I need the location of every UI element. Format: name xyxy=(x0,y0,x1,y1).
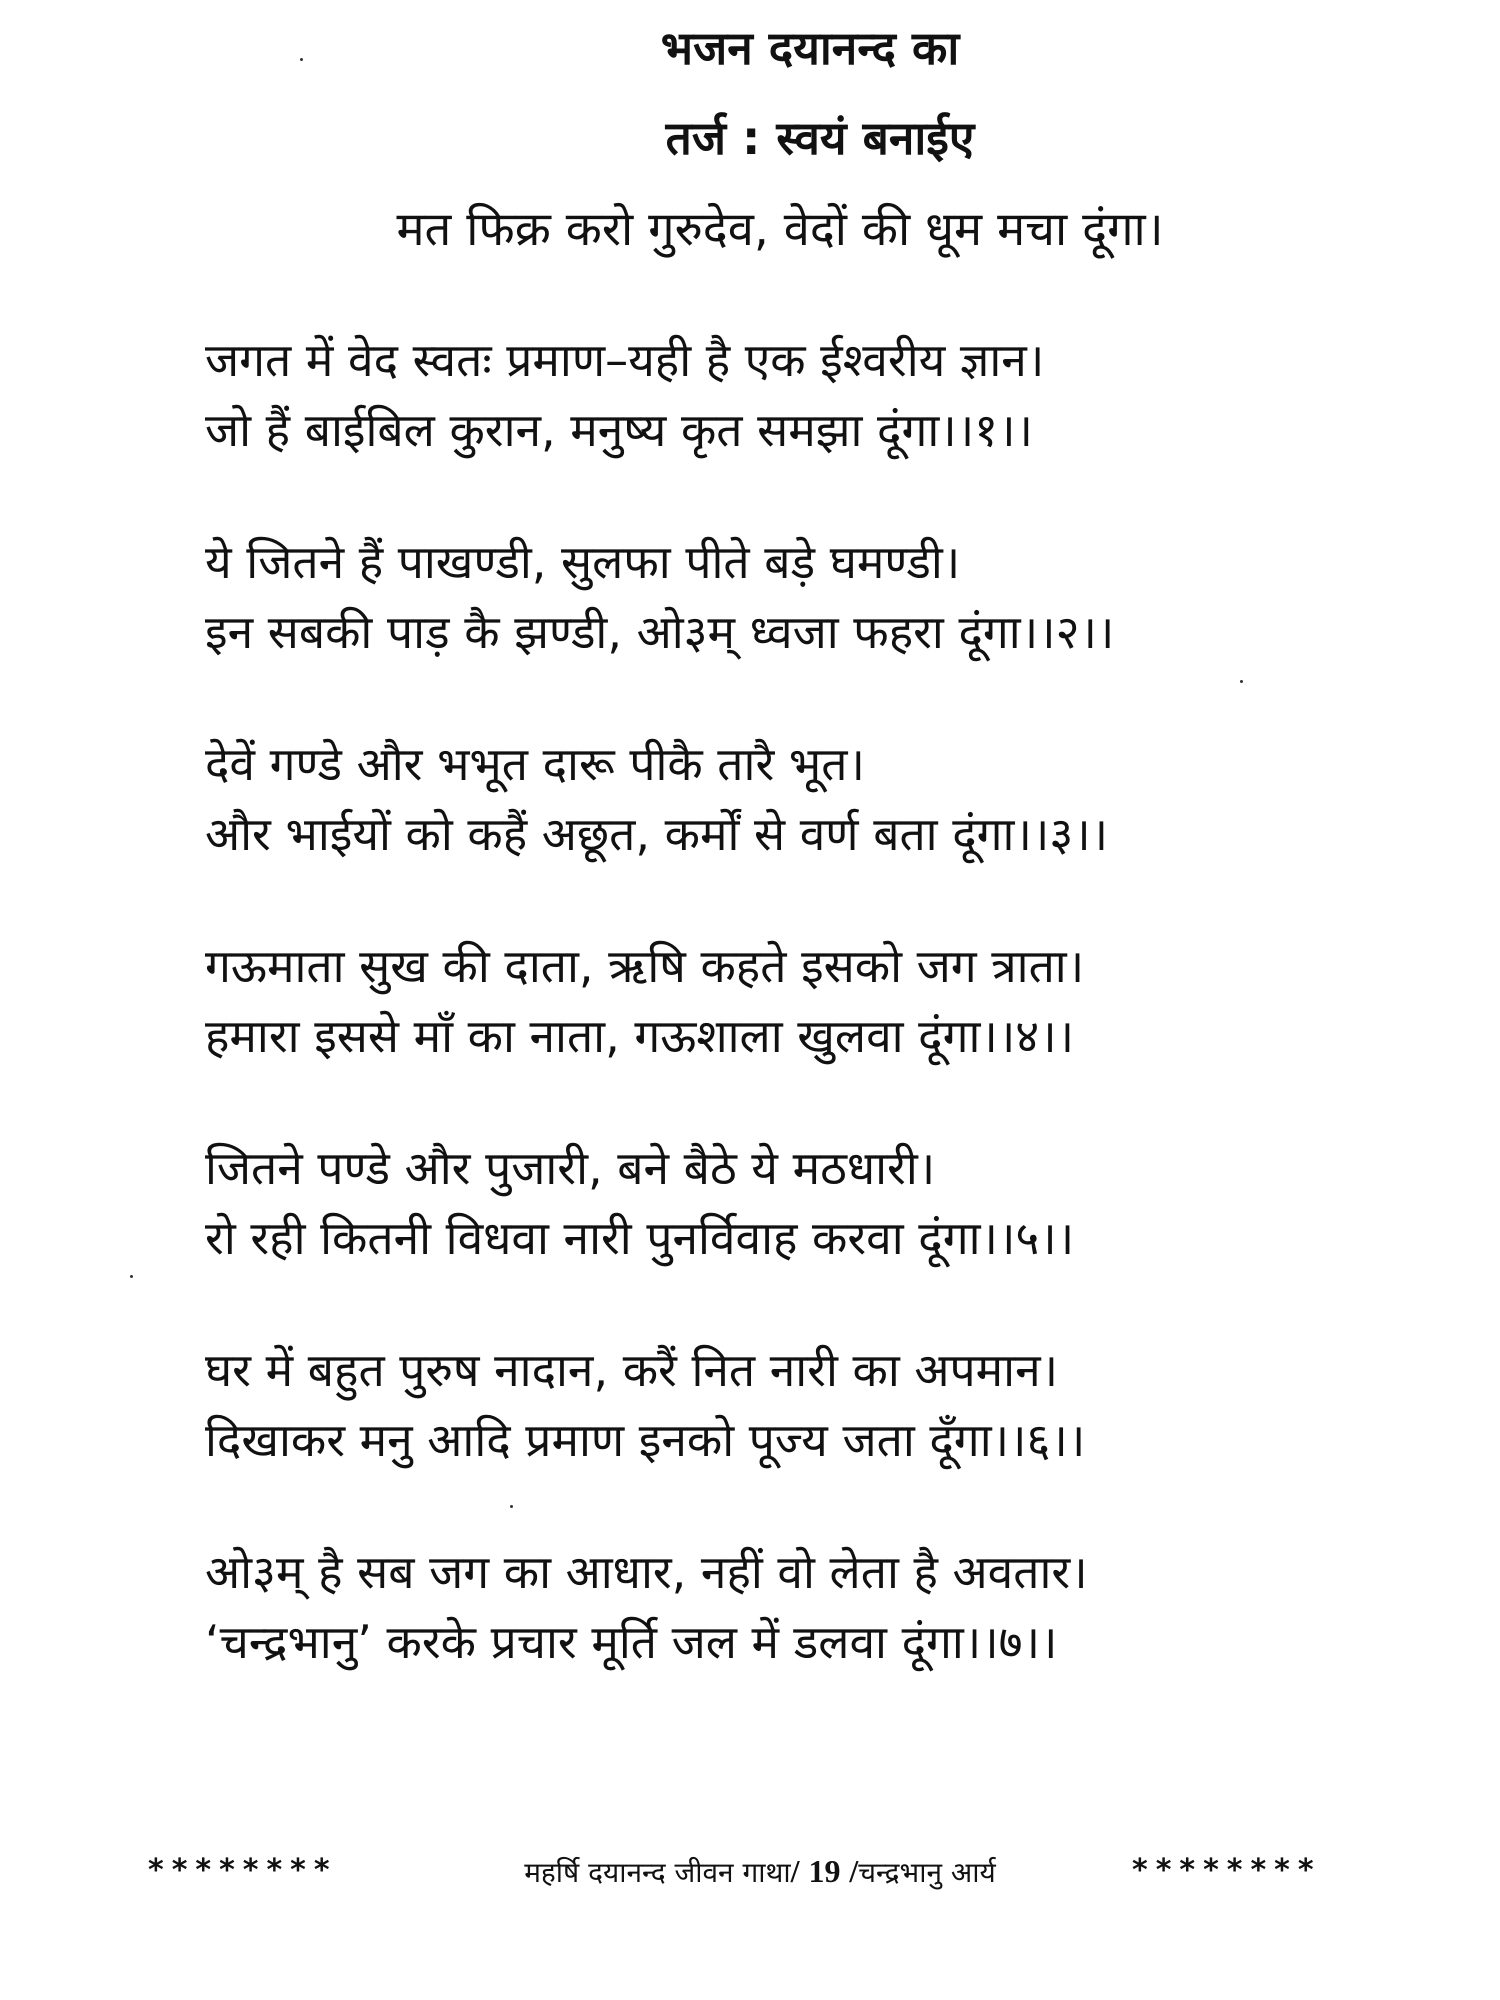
refrain-line: मत फिक्र करो गुरुदेव, वेदों की धूम मचा दूंगा। xyxy=(396,202,1164,257)
verse-line: दिखाकर मनु आदि प्रमाण इनको पूज्य जता दूँगा।।६।। xyxy=(205,1413,1086,1467)
footer-separator: / xyxy=(790,1853,800,1889)
verse-line: जितने पण्डे और पुजारी, बने बैठे ये मठधारी। xyxy=(205,1141,936,1195)
scan-speck xyxy=(300,58,303,61)
verse-line: रो रही कितनी विधवा नारी पुनर्विवाह करवा दूंगा।।५।। xyxy=(205,1211,1075,1265)
verse-4 xyxy=(205,931,1475,1133)
bhajan-title: भजन दयानन्द का xyxy=(660,21,960,75)
footer-caption xyxy=(420,1846,1100,1898)
verse-5 xyxy=(205,1133,1475,1335)
verse-line: हमारा इससे माँ का नाता, गऊशाला खुलवा दूंगा।।४।। xyxy=(205,1009,1075,1063)
footer-stars-right: ******** xyxy=(1132,1853,1322,1888)
scan-speck xyxy=(1240,680,1243,683)
footer-stars-left: ******** xyxy=(148,1853,338,1888)
footer-author: चन्द्रभानु आर्य xyxy=(858,1856,996,1889)
scan-speck xyxy=(130,1275,133,1278)
verse-line: इन सबकी पाड़ कै झण्डी, ओ३म् ध्वजा फहरा दूंगा।।२।। xyxy=(205,605,1115,659)
verse-line: ‘चन्द्रभानु’ करके प्रचार मूर्ति जल में डलवा दूंगा।।७।। xyxy=(205,1615,1058,1669)
verse-line: देवें गण्डे और भभूत दारू पीकै तारै भूत। xyxy=(205,737,865,791)
verse-line: ये जितने हैं पाखण्डी, सुलफा पीते बड़े घमण्डी। xyxy=(205,535,961,589)
footer-book-title: महर्षि दयानन्द जीवन गाथा xyxy=(524,1856,791,1889)
tune-heading: तर्ज : स्वयं बनाईए xyxy=(665,111,975,165)
verse-line: ओ३म् है सब जग का आधार, नहीं वो लेता है अवतार। xyxy=(205,1545,1088,1599)
verse-line: और भाईयों को कहैं अछूत, कर्मों से वर्ण बता दूंगा।।३।। xyxy=(205,807,1109,861)
verses-block xyxy=(205,325,1475,1739)
verse-3 xyxy=(205,729,1475,931)
footer-page-number: 19 xyxy=(808,1853,841,1889)
verse-2 xyxy=(205,527,1475,729)
verse-line: जगत में वेद स्वतः प्रमाण–यही है एक ईश्वरीय ज्ञान। xyxy=(205,333,1045,387)
verse-line: जो हैं बाईबिल कुरान, मनुष्य कृत समझा दूंगा।।१।। xyxy=(205,403,1033,457)
verse-1 xyxy=(205,325,1475,527)
verse-line: गऊमाता सुख की दाता, ऋषि कहते इसको जग त्राता। xyxy=(205,939,1085,993)
verse-line: घर में बहुत पुरुष नादान, करैं नित नारी का अपमान। xyxy=(205,1343,1059,1397)
verse-6 xyxy=(205,1335,1475,1537)
scan-speck xyxy=(510,1505,513,1508)
page-footer xyxy=(0,1846,1500,1896)
footer-separator: / xyxy=(849,1853,859,1889)
verse-7 xyxy=(205,1537,1475,1739)
